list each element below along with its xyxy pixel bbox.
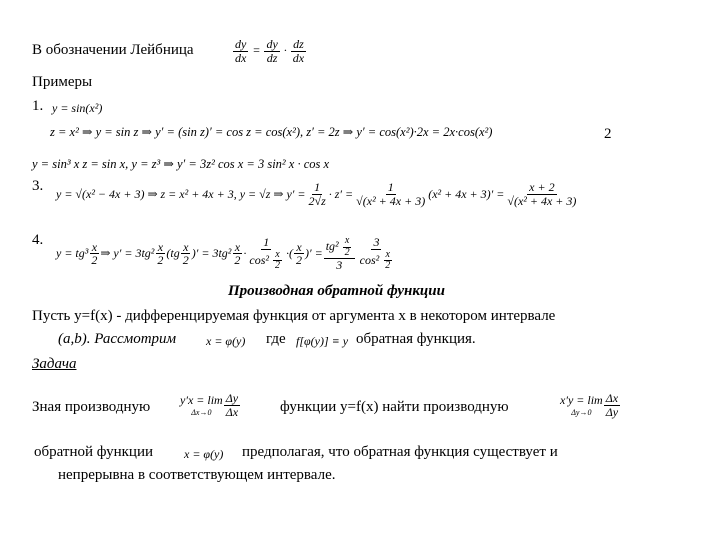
inverse-text: обратной функции — [34, 444, 154, 460]
example-3-number: 3. — [32, 178, 44, 194]
section-heading: Производная обратной функции — [228, 283, 445, 299]
assumption-text: предполагая, что обратная функция существует и — [242, 444, 558, 460]
where-word: где — [266, 331, 286, 347]
example-2-solution: y = sin³ x z = sin x, y = z³ ⇒ y′ = 3z² cos x = 3 sin² x · cos x — [32, 157, 330, 171]
find-text: функции y=f(x) найти производную — [280, 399, 509, 415]
task-heading: Задача — [32, 356, 77, 372]
examples-title: Примеры — [32, 74, 93, 90]
inverse-formula-2: x = φ(y) — [184, 447, 224, 461]
definition-line-1: Пусть y=f(x) - дифференцируемая функция от аргумента x в некотором интервале — [32, 308, 556, 324]
example-1-solution: z = x² ⇒ y = sin z ⇒ y′ = (sin z)′ = cos z = cos(x²), z′ = 2z ⇒ y′ = cos(x²)·2x = 2x·cos(x²) — [50, 125, 493, 139]
definition-line-2-start: (a,b). Рассмотрим — [58, 331, 177, 347]
find-derivative-formula: x′y = lim Δy→0 $\frac{\Delta x}{\Delta y}$ — [560, 391, 619, 419]
example-3-solution: y = √(x² − 4x + 3) ⇒ z = x² + 4x + 3, y = √z ⇒ y′ = $\frac{1}{2√z}$ · z′ = $\frac{1}{\text{√(x² + 4x + 3)}}$ (x² + 4x + 3)′ = $\frac{x + 2}{\text{√(x² + 4x + 3)}}$ — [56, 180, 577, 208]
leibniz-formula: $\frac{dy}{dx}$ = $\frac{dy}{dz}$ · $\frac{dz}{dx}$ — [235, 37, 305, 65]
example-4-solution: y = tg³ $\frac{x}{2}$ ⇒ y′ = 3tg² $\frac{x}{2}$ (tg $\frac{x}{2}$ )′ = 3tg² $\frac{x}{2}$ · 1 cos² $\frac{x}{2}$ · ( $\frac{x}{2}$ )′ = tg² $\frac{x}{2}$ 3 3 cos² $\frac{x}{2}$ — [56, 235, 391, 272]
given-text: Зная производную — [32, 399, 151, 415]
inverse-function-formula: x = φ(y) — [206, 334, 246, 348]
example-1-number: 1. — [32, 98, 44, 114]
example-1-formula: y = sin(x²) — [52, 101, 103, 115]
definition-line-2-end: обратная функция. — [356, 331, 476, 347]
example-4-number: 4. — [32, 232, 44, 248]
given-derivative-formula: y′x = lim Δx→0 $\frac{\Delta y}{\Delta x}$ — [180, 391, 239, 419]
example-2-number: 2 — [604, 126, 612, 142]
continuity-text: непрерывна в соответствующем интервале. — [58, 467, 336, 483]
leibniz-label: В обозначении Лейбница — [32, 42, 194, 58]
identity-formula: f[φ(y)] ≡ y — [296, 334, 349, 348]
